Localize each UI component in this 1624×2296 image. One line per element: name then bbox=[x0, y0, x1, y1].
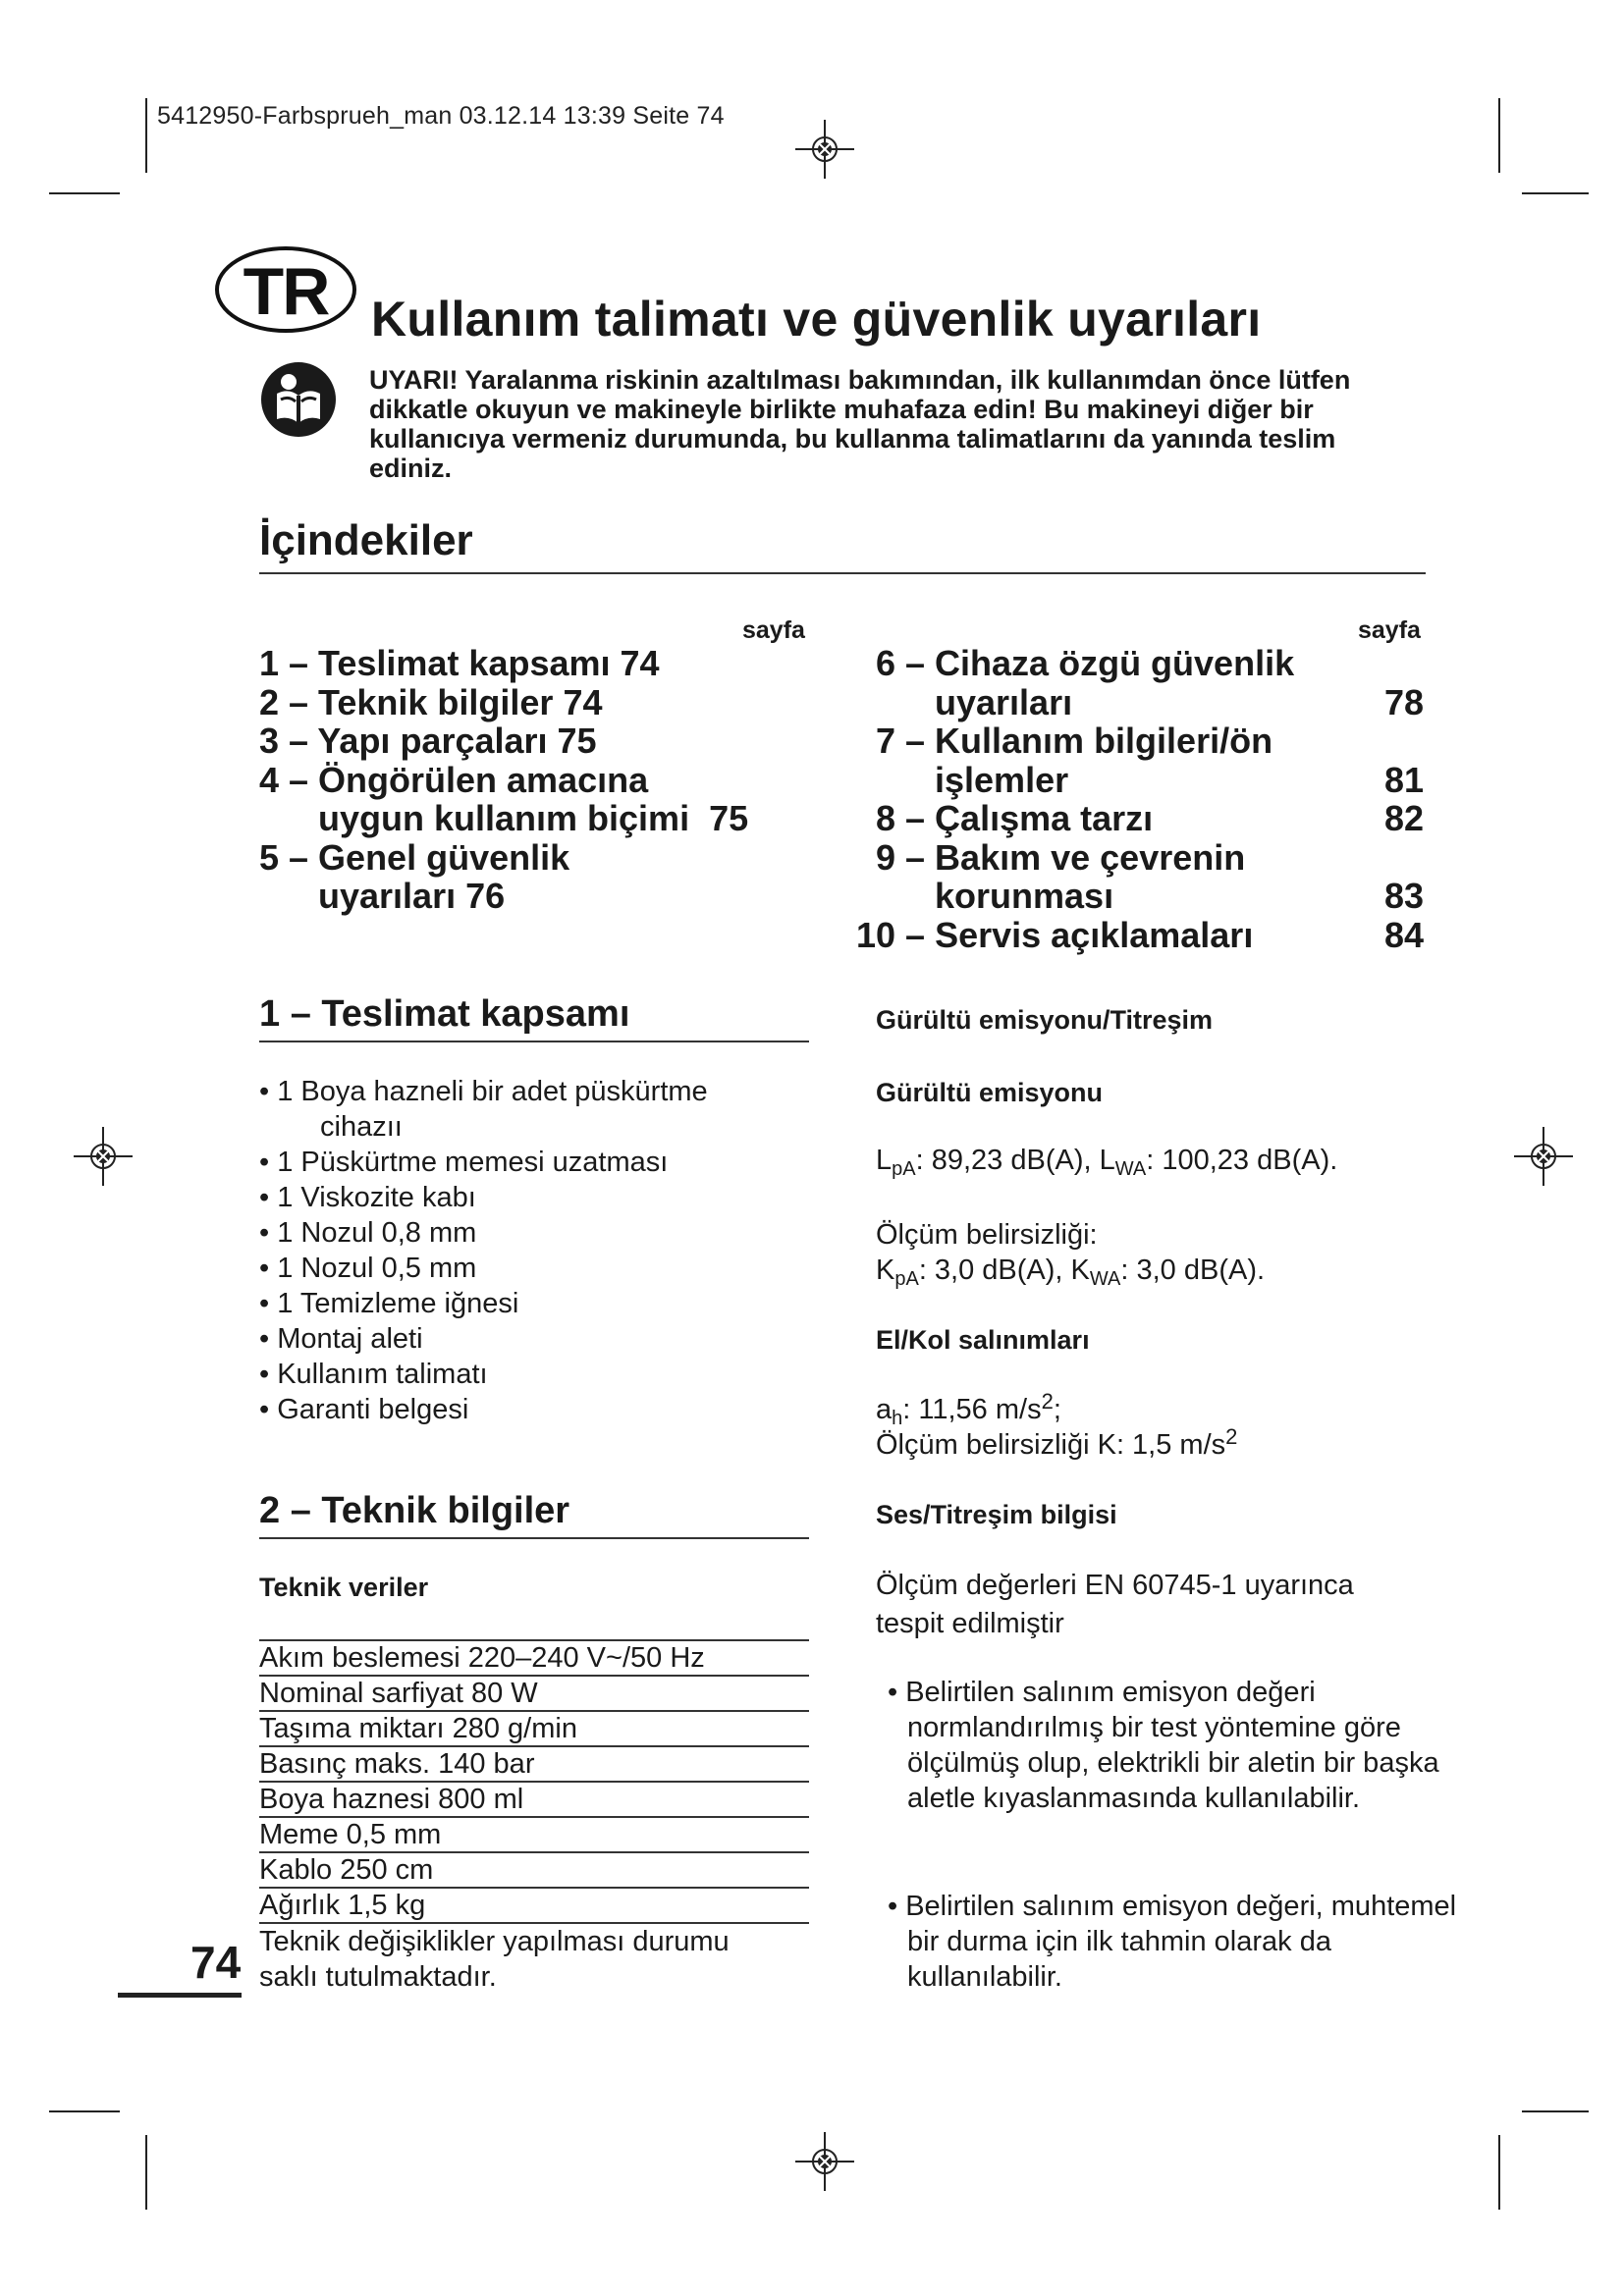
sound-vibration-info-heading: Ses/Titreşim bilgisi bbox=[876, 1500, 1117, 1529]
table-row bbox=[259, 1888, 809, 1923]
toc-entry[interactable]: 1 – Teslimat kapsamı 74 bbox=[259, 643, 660, 683]
list-item: • 1 Nozul 0,5 mm bbox=[259, 1253, 477, 1284]
table-cell: Akım beslemesi 220–240 V~/50 Hz bbox=[259, 1640, 809, 1676]
uncertainty-values: $K_{pA}$: 3,0 dB(A), $K_{WA}$: 3,0 dB(A). bbox=[876, 1255, 1266, 1290]
table-cell: Basınç maks. 140 bar bbox=[259, 1746, 809, 1782]
toc-entry[interactable]: 3 – Yapı parçaları 75 bbox=[259, 721, 597, 761]
toc-entry-page: 78 bbox=[1383, 681, 1424, 722]
registration-mark-top bbox=[795, 120, 854, 179]
toc-entry[interactable] bbox=[876, 683, 1424, 722]
crop-mark-bottom-left-v bbox=[145, 2135, 147, 2210]
toc-entry-page: 84 bbox=[1383, 914, 1424, 955]
toc-entry[interactable] bbox=[876, 761, 1424, 800]
toc-divider bbox=[259, 572, 1426, 574]
crop-mark-top-right-v bbox=[1498, 98, 1500, 173]
table-cell: Taşıma miktarı 280 g/min bbox=[259, 1711, 809, 1746]
toc-entry-text: 10 – Servis açıklamaları bbox=[856, 914, 1254, 955]
toc-entry[interactable]: uyarıları 76 bbox=[259, 876, 506, 916]
crop-mark-bottom-left-h bbox=[49, 2110, 120, 2112]
list-item: • 1 Püskürtme memesi uzatması bbox=[259, 1147, 669, 1178]
print-info-header: 5412950-Farbsprueh_man 03.12.14 13:39 Seite 74 bbox=[157, 102, 725, 130]
crop-mark-top-left-h bbox=[49, 192, 120, 194]
list-item: • 1 Nozul 0,8 mm bbox=[259, 1217, 477, 1249]
page-number: 74 bbox=[190, 1937, 242, 1988]
toc-entry[interactable] bbox=[876, 799, 1424, 838]
table-row bbox=[259, 1640, 809, 1676]
toc-entry-text: uyarıları bbox=[876, 681, 1073, 722]
toc-entry-text: 6 – Cihaza özgü güvenlik bbox=[876, 643, 1295, 683]
toc-entry[interactable]: uygun kullanım biçimi 75 bbox=[259, 798, 749, 838]
toc-right-column bbox=[856, 643, 1424, 955]
vibration-note-1: • Belirtilen salınım emisyon değeri normlandırılmış bir test yöntemine göre ölçülmüş olup, elektrikli bir aletin bir başka aletle kıyaslanmasında kullanılabilir. bbox=[888, 1677, 1439, 1814]
toc-entry-text: korunması bbox=[876, 876, 1114, 916]
page-title: Kullanım talimatı ve güvenlik uyarıları bbox=[371, 292, 1262, 347]
read-manual-icon bbox=[259, 360, 338, 439]
crop-mark-top-left-v bbox=[145, 98, 147, 173]
table-row bbox=[259, 1676, 809, 1711]
noise-vibration-heading: Gürültü emisyonu/Titreşim bbox=[876, 1005, 1214, 1035]
language-badge bbox=[214, 245, 357, 334]
warning-text: UYARI! Yaralanma riskinin azaltılması bakımından, ilk kullanımdan önce lütfen dikkatle okuyun ve makineyle birlikte muhafaza edin! Bu makineyi diğer bir kullanıcıya vermeniz durumunda, bu kullanma talimatlarını da yanında teslim ediniz. bbox=[369, 365, 1351, 483]
table-cell: Nominal sarfiyat 80 W bbox=[259, 1676, 809, 1711]
registration-mark-right bbox=[1514, 1127, 1573, 1186]
table-row bbox=[259, 1852, 809, 1888]
uncertainty-label: Ölçüm belirsizliği: bbox=[876, 1219, 1098, 1251]
table-row bbox=[259, 1817, 809, 1852]
section-2-divider bbox=[259, 1537, 809, 1539]
registration-mark-bottom bbox=[795, 2132, 854, 2191]
list-item: • Kullanım talimatı bbox=[259, 1359, 488, 1390]
list-item: • Montaj aleti bbox=[259, 1323, 423, 1355]
list-item: • 1 Viskozite kabı bbox=[259, 1182, 476, 1213]
list-item: • 1 Temizleme iğnesi bbox=[259, 1288, 519, 1319]
table-cell: Kablo 250 cm bbox=[259, 1852, 809, 1888]
section-2-title: 2 – Teknik bilgiler bbox=[259, 1490, 570, 1531]
vibration-value: $a_h$: 11,56 $m/s^2$; bbox=[876, 1389, 1061, 1429]
page-number-underline bbox=[118, 1993, 242, 1998]
delivery-contents-list bbox=[259, 1074, 809, 1427]
toc-entry-text: işlemler bbox=[876, 759, 1069, 800]
toc-entry-page: 82 bbox=[1383, 798, 1424, 838]
registration-mark-left bbox=[74, 1127, 133, 1186]
table-cell: Meme 0,5 mm bbox=[259, 1817, 809, 1852]
toc-entry[interactable] bbox=[856, 916, 1424, 955]
toc-entry[interactable]: 5 – Genel güvenlik bbox=[259, 836, 570, 878]
toc-entry-text: 7 – Kullanım bilgileri/ön bbox=[876, 721, 1273, 761]
section-1-divider bbox=[259, 1041, 809, 1042]
vibration-note-2: • Belirtilen salınım emisyon değeri, muhtemel bir durma için ilk tahmin olarak da kullanılabilir. bbox=[888, 1891, 1457, 1993]
toc-page-label-left: sayfa bbox=[742, 616, 805, 644]
technical-changes-note: Teknik değişiklikler yapılması durumu saklı tutulmaktadır. bbox=[259, 1926, 730, 1993]
toc-entry[interactable] bbox=[876, 877, 1424, 916]
table-cell: Ağırlık 1,5 kg bbox=[259, 1888, 809, 1923]
toc-entry-text: 9 – Bakım ve çevrenin bbox=[876, 836, 1246, 878]
technical-data-subhead: Teknik veriler bbox=[259, 1573, 429, 1602]
technical-data-table bbox=[259, 1639, 809, 1924]
toc-entry-page: 81 bbox=[1383, 759, 1424, 800]
vibration-uncertainty: Ölçüm belirsizliği K: 1,5 $m/s^2$ bbox=[876, 1424, 1238, 1461]
toc-entry-text: 8 – Çalışma tarzı bbox=[876, 798, 1154, 838]
noise-emission-heading: Gürültü emisyonu bbox=[876, 1078, 1104, 1107]
toc-entry[interactable] bbox=[876, 838, 1424, 878]
crop-mark-top-right-h bbox=[1522, 192, 1589, 194]
toc-title: İçindekiler bbox=[259, 516, 473, 564]
toc-entry[interactable] bbox=[876, 644, 1424, 683]
list-item: • 1 Boya hazneli bir adet püskürtme cihazıı bbox=[259, 1076, 708, 1143]
toc-entry[interactable]: 4 – Öngörülen amacına bbox=[259, 759, 649, 800]
toc-entry[interactable] bbox=[876, 721, 1424, 761]
toc-page-label-right: sayfa bbox=[1358, 616, 1421, 644]
sound-pressure-values: $L_{pA}$: 89,23 dB(A), $L_{WA}$: 100,23 dB(A). bbox=[876, 1145, 1338, 1180]
list-item: • Garanti belgesi bbox=[259, 1394, 469, 1425]
toc-entry[interactable]: 2 – Teknik bilgiler 74 bbox=[259, 681, 603, 722]
measurement-standard-text: Ölçüm değerleri EN 60745-1 uyarınca tespit edilmiştir bbox=[876, 1570, 1354, 1639]
hand-arm-vibration-heading: El/Kol salınımları bbox=[876, 1325, 1090, 1355]
section-1-title: 1 – Teslimat kapsamı bbox=[259, 993, 630, 1035]
toc-entry-page: 83 bbox=[1383, 876, 1424, 916]
crop-mark-bottom-right-h bbox=[1522, 2110, 1589, 2112]
toc-left-column bbox=[259, 644, 809, 916]
crop-mark-bottom-right-v bbox=[1498, 2135, 1500, 2210]
table-row bbox=[259, 1782, 809, 1817]
table-row bbox=[259, 1746, 809, 1782]
language-code: TR bbox=[243, 254, 329, 329]
table-cell: Boya haznesi 800 ml bbox=[259, 1782, 809, 1817]
table-row bbox=[259, 1711, 809, 1746]
